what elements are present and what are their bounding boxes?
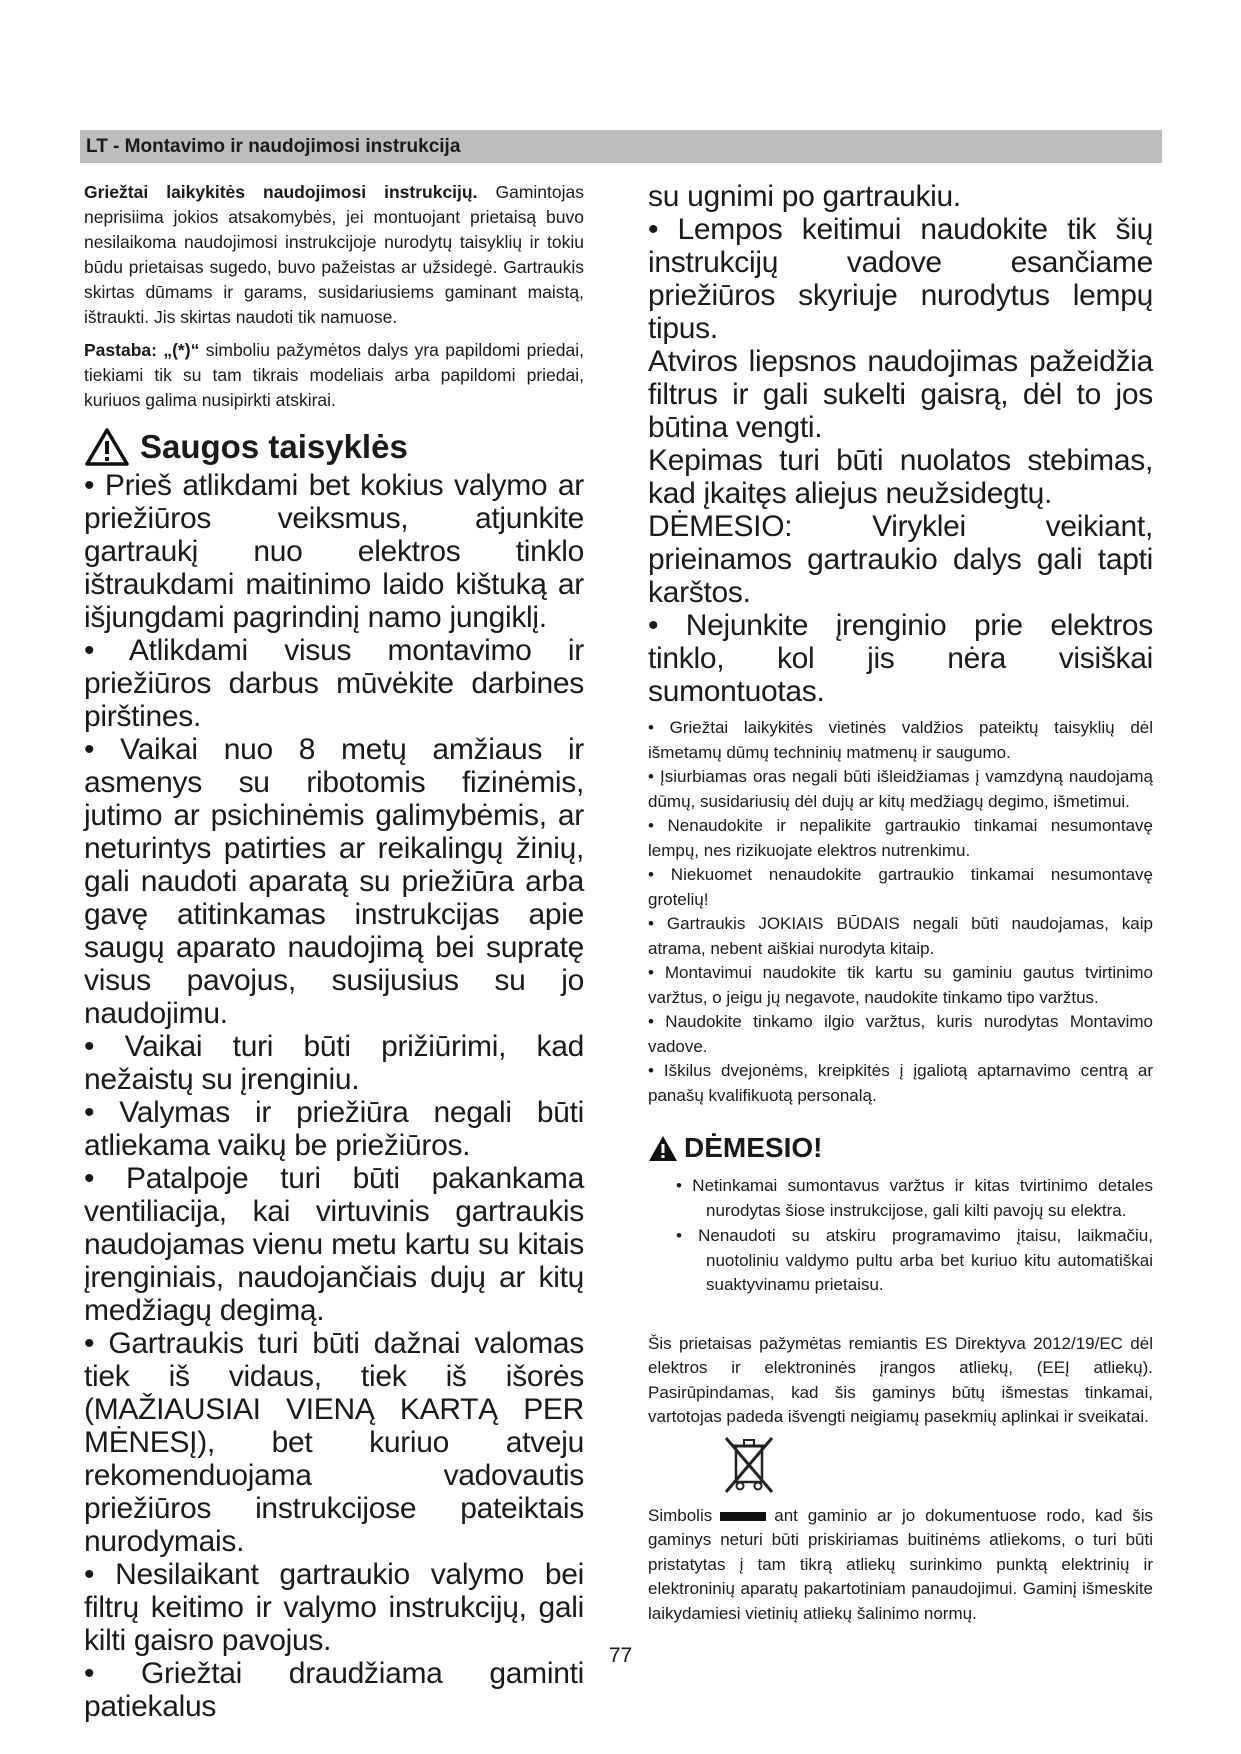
note-label: Pastaba: [84,340,157,360]
safety-item: • Prieš atlikdami bet kokius valymo ar priežiūros veiksmus, atjunkite gartraukį nuo elektros tinklo ištraukdami maitinimo laido kištuką ar išjungdami pagrindinį namo jungiklį. [84,469,584,634]
safety-item: • Nesilaikant gartraukio valymo bei filtrų keitimo ir valymo instrukcijų, gali kilti gaisro pavojus. [84,1558,584,1657]
safety-title: Saugos taisyklės [140,428,408,465]
safety-item: • Atlikdami visus montavimo ir priežiūros darbus mūvėkite darbines pirštines. [84,634,584,733]
safety-heading [84,427,584,467]
warning-triangle-icon [84,427,130,467]
note-paragraph [84,338,584,413]
safety-item: • Vaikai nuo 8 metų amžiaus ir asmenys su ribotomis fizinėmis, jutimo ar psichinėmis galimybėmis, ar neturintys patirties ar reikalingų žinių, gali naudoti aparatą su priežiūra arba gavę atitinkamas instrukcijas apie saugų aparato naudojimą bei supratę visus pavojus, susijusius su jo naudojimu. [84,733,584,1030]
warning-filled-icon [648,1135,678,1162]
note-symbol: „(*)“ [163,340,200,360]
weee-symbol-paragraph [648,1504,1153,1627]
weee-bar-symbol-icon [720,1512,766,1521]
attention-item: • Nenaudoti su atskiru programavimo įtaisu, laikmačiu, nuotoliniu valdymo pultu arba bet kuriuo kitu automatiškai suaktyvinamu prietaisu. [676,1226,1153,1294]
safety-small-item: • Įsiurbiamas oras negali būti išleidžiamas į vamzdyną naudojamą dūmų, susidariusių dėl dujų ar kitų medžiagų degimo, išmetimui. [648,767,1153,811]
intro-text: Gamintojas neprisiima jokios atsakomybės, jei montuojant prietaisą buvo nesilaikoma naudojimosi instrukcijoje nurodytų taisyklių ir tokiu būdu prietaisas sugedo, buvo pažeistas ar užsidegė. Gartraukis skirtas dūmams ir garams, susidariusiems gaminant maistą, ištraukti. Jis skirtas naudoti tik namuose. [84,182,584,327]
page-number: 77 [608,1644,633,1667]
safety-item: DĖMESIO: Viryklei veikiant, prieinamos gartraukio dalys gali tapti karštos. [648,510,1153,609]
safety-small-item: • Montavimui naudokite tik kartu su gaminiu gautus tvirtinimo varžtus, o jeigu jų negavote, naudokite tinkamo tipo varžtus. [648,963,1153,1007]
right-column [648,180,1153,1626]
intro-bold-lead: Griežtai laikykitės naudojimosi instrukcijų. [84,182,478,202]
safety-small-item: • Griežtai laikykitės vietinės valdžios pateiktų taisyklių dėl išmetamų dūmų techninių matmenų ir saugumo. [648,718,1153,762]
attention-item: • Netinkamai sumontavus varžtus ir kitas tvirtinimo detales nurodytas šiose instrukcijose, gali kilti pavojų su elektra. [676,1176,1153,1220]
safety-item: • Vaikai turi būti prižiūrimi, kad nežaistų su įrenginiu. [84,1030,584,1096]
left-column [84,180,584,1723]
section-header [80,130,1162,163]
weee-paragraph: Šis prietaisas pažymėtas remiantis ES Direktyva 2012/19/EC dėl elektros ir elektroninės įrangos atliekų, (EEĮ atliekų). Pasirūpindamas, kad šis gaminys būtų išmestas tinkamai, vartotojas padeda išvengti neigiamų pasekmių aplinkai ir sveikatai. [648,1333,1153,1426]
weee-symbol-label: Simbolis [648,1505,713,1525]
safety-small-item: • Naudokite tinkamo ilgio varžtus, kuris nurodytas Montavimo vadove. [648,1012,1153,1056]
safety-item: • Lempos keitimui naudokite tik šių instrukcijų vadove esančiame priežiūros skyriuje nurodytus lempų tipus. [648,213,1153,345]
section-header-title: LT - Montavimo ir naudojimosi instrukcija [86,136,461,157]
safety-item: • Gartraukis turi būti dažnai valomas tiek iš vidaus, tiek iš išorės (MAŽIAUSIAI VIENĄ KARTĄ PER MĖNESĮ), bet kuriuo atveju rekomenduojama vadovautis priežiūros instrukcijose pateiktais nurodymais. [84,1327,584,1558]
weee-symbol-text: ant gaminio ar jo dokumentuose rodo, kad šis gaminys neturi būti priskiriamas buitinėms atliekoms, o turi būti pristatytas į tam tikrą atliekų surinkimo punktą elektrinių ir elektroninių aparatų pakartotiniam panaudojimui. Gaminį išmeskite laikydamiesi vietinių atliekų šalinimo normų. [648,1505,1153,1623]
safety-item: Atviros liepsnos naudojimas pažeidžia filtrus ir gali sukelti gaisrą, dėl to jos būtina vengti. [648,345,1153,444]
safety-item: Kepimas turi būti nuolatos stebimas, kad įkaitęs aliejus neužsidegtų. [648,444,1153,510]
attention-title: DĖMESIO! [684,1132,823,1163]
safety-small-list [648,716,1153,1108]
safety-item: • Valymas ir priežiūra negali būti atliekama vaikų be priežiūros. [84,1096,584,1162]
safety-item: su ugnimi po gartraukiu. [648,180,961,213]
safety-small-item: • Niekuomet nenaudokite gartraukio tinkamai nesumontavę grotelių! [648,865,1153,909]
attention-list [672,1174,1153,1298]
safety-item: • Patalpoje turi būti pakankama ventiliacija, kai virtuvinis gartraukis naudojamas vienu metu kartu su kitais įrenginiais, naudojančiais dujų ar kitų medžiagų degimą. [84,1162,584,1327]
safety-item: • Griežtai draudžiama gaminti patiekalus [84,1657,584,1723]
attention-heading [648,1132,1153,1164]
safety-small-item: • Nenaudokite ir nepalikite gartraukio tinkamai nesumontavę lempų, nes rizikuojate elektros nutrenkimu. [648,816,1153,860]
crossed-bin-icon [720,1434,778,1496]
intro-paragraph [84,180,584,330]
safety-small-item: • Gartraukis JOKIAIS BŪDAIS negali būti naudojamas, kaip atrama, nebent aiškiai nurodyta kitaip. [648,914,1153,958]
note-text: simboliu pažymėtos dalys yra papildomi priedai, tiekiami tik su tam tikrais modeliais arba papildomi priedai, kuriuos galima nusipirkti atskirai. [84,340,584,410]
safety-item: • Nejunkite įrenginio prie elektros tinklo, kol jis nėra visiškai sumontuotas. [648,609,1153,708]
safety-small-item: • Iškilus dvejonėms, kreipkitės į įgaliotą aptarnavimo centrą ar panašų kvalifikuotą personalą. [648,1061,1153,1105]
